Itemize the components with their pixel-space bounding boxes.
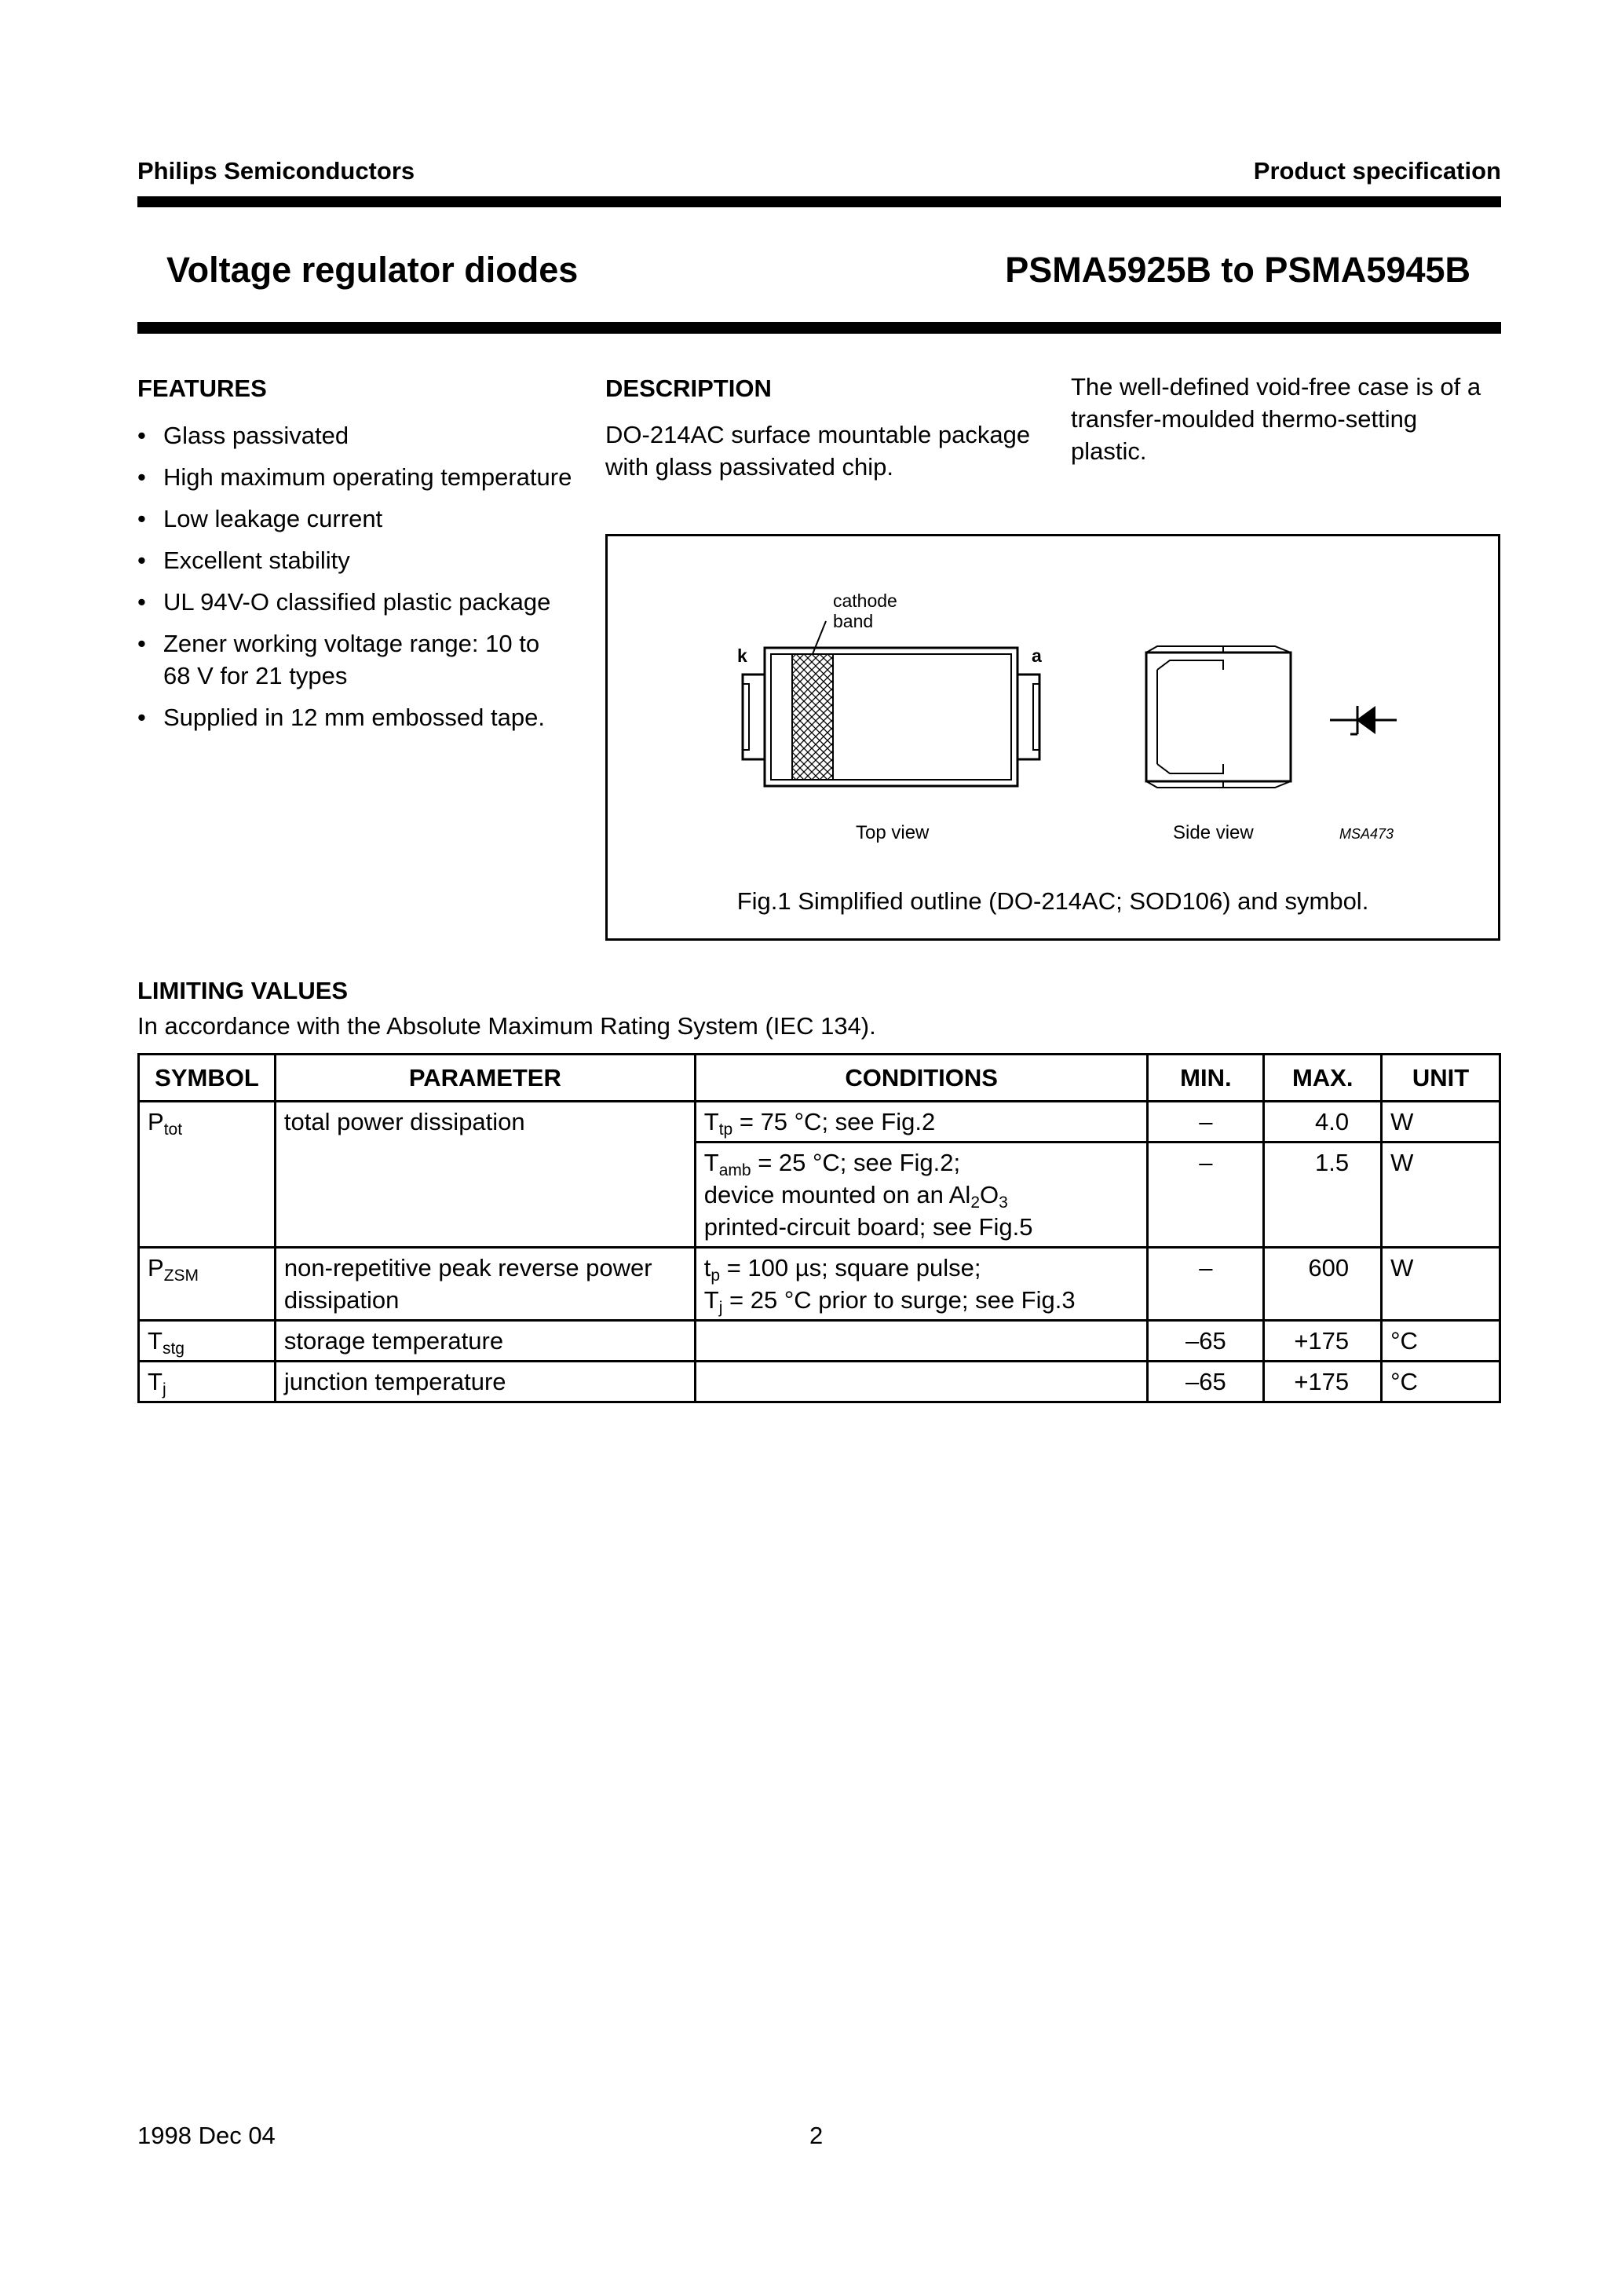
min-cell: – — [1148, 1248, 1264, 1321]
col-min: MIN. — [1148, 1055, 1264, 1102]
figure-outline — [605, 534, 1500, 941]
max-cell: +175 — [1264, 1362, 1382, 1402]
max-cell: 4.0 — [1264, 1102, 1382, 1143]
limiting-values-table — [137, 1053, 1501, 1403]
package-outline-drawing — [608, 536, 1498, 938]
max-cell: +175 — [1264, 1321, 1382, 1362]
list-item: • Supplied in 12 mm embossed tape. — [137, 704, 545, 731]
title-rule — [137, 322, 1501, 334]
page-number: 2 — [809, 2122, 824, 2149]
part-number-range: PSMA5925B to PSMA5945B — [1005, 250, 1470, 290]
features-heading: FEATURES — [137, 375, 267, 402]
table-row — [139, 1321, 1500, 1362]
cathode-label-line1: cathode — [833, 590, 897, 611]
parameter-cell: total power dissipation — [275, 1102, 695, 1143]
min-cell: –65 — [1148, 1362, 1264, 1402]
table-row — [139, 1143, 1500, 1248]
unit-cell: W — [1382, 1248, 1500, 1321]
limiting-values-heading: LIMITING VALUES — [137, 977, 349, 1004]
list-item: • Glass passivated — [137, 422, 349, 449]
min-cell: –65 — [1148, 1321, 1264, 1362]
symbol-cell: $P_{tot}$ — [139, 1102, 276, 1143]
unit-cell: °C — [1382, 1362, 1500, 1402]
col-symbol: SYMBOL — [139, 1055, 276, 1102]
unit-cell: °C — [1382, 1321, 1500, 1362]
conditions-cell: $T_{amb} = 25$ °C; see Fig.2; device mounted on an $Al_2O_3$ printed-circuit board; see Fig.5 — [695, 1143, 1148, 1248]
table-row — [139, 1102, 1500, 1143]
min-cell: – — [1148, 1143, 1264, 1248]
symbol-cell: $T_{stg}$ — [139, 1321, 276, 1362]
terminal-a-label: a — [1032, 645, 1042, 666]
header-rule — [137, 196, 1501, 207]
cathode-band — [792, 654, 833, 780]
symbol-cell: $T_j$ — [139, 1362, 276, 1402]
top-view-label: Top view — [856, 822, 930, 843]
terminal-k-label: k — [737, 645, 747, 666]
cathode-label-line2: band — [833, 611, 874, 631]
list-item: • Excellent stability — [137, 547, 350, 574]
symbol-cell: $P_{ZSM}$ — [139, 1248, 276, 1321]
limiting-values-intro: In accordance with the Absolute Maximum Rating System (IEC 134). — [137, 1012, 876, 1040]
description-heading: DESCRIPTION — [605, 375, 772, 402]
table-row — [139, 1362, 1500, 1402]
parameter-cell: non-repetitive peak reverse power dissipation — [275, 1248, 695, 1321]
col-parameter: PARAMETER — [275, 1055, 695, 1102]
footer-date: 1998 Dec 04 — [137, 2122, 276, 2149]
features-list — [137, 419, 577, 743]
diode-symbol-icon — [1330, 706, 1397, 734]
conditions-cell — [695, 1321, 1148, 1362]
header-company: Philips Semiconductors — [137, 157, 415, 185]
list-item: • Low leakage current — [137, 505, 383, 532]
side-view-body — [1146, 646, 1291, 788]
conditions-cell — [695, 1362, 1148, 1402]
list-item: • Zener working voltage range: 10 to 68 V for 21 types — [137, 630, 540, 689]
table-header-row — [139, 1055, 1500, 1102]
col-unit: UNIT — [1382, 1055, 1500, 1102]
unit-cell: W — [1382, 1143, 1500, 1248]
list-item: • High maximum operating temperature — [137, 463, 572, 491]
col-conditions: CONDITIONS — [695, 1055, 1148, 1102]
parameter-cell: junction temperature — [275, 1362, 695, 1402]
description-case-text: The well-defined void-free case is of a transfer-moulded thermo-setting plastic. — [1071, 373, 1481, 465]
table-row — [139, 1248, 1500, 1321]
list-item: • UL 94V-O classified plastic package — [137, 588, 551, 616]
figure-caption: Fig.1 Simplified outline (DO-214AC; SOD106) and symbol. — [736, 887, 1369, 915]
conditions-cell: $T_{tp} = 75$ °C; see Fig.2 — [695, 1102, 1148, 1143]
min-cell: – — [1148, 1102, 1264, 1143]
conditions-cell: $t_p = 100$ µs; square pulse; $T_j = 25$ °C prior to surge; see Fig.3 — [695, 1248, 1148, 1321]
parameter-cell — [275, 1143, 695, 1248]
description-text: DO-214AC surface mountable package with glass passivated chip. — [605, 421, 1031, 481]
unit-cell: W — [1382, 1102, 1500, 1143]
col-max: MAX. — [1264, 1055, 1382, 1102]
page-title: Voltage regulator diodes — [166, 250, 579, 290]
figure-ref-code: MSA473 — [1339, 826, 1394, 842]
parameter-cell: storage temperature — [275, 1321, 695, 1362]
header-doc-type: Product specification — [1253, 157, 1501, 185]
symbol-cell — [139, 1143, 276, 1248]
side-view-label: Side view — [1173, 822, 1254, 843]
top-view-body — [743, 621, 1039, 786]
max-cell: 1.5 — [1264, 1143, 1382, 1248]
max-cell: 600 — [1264, 1248, 1382, 1321]
